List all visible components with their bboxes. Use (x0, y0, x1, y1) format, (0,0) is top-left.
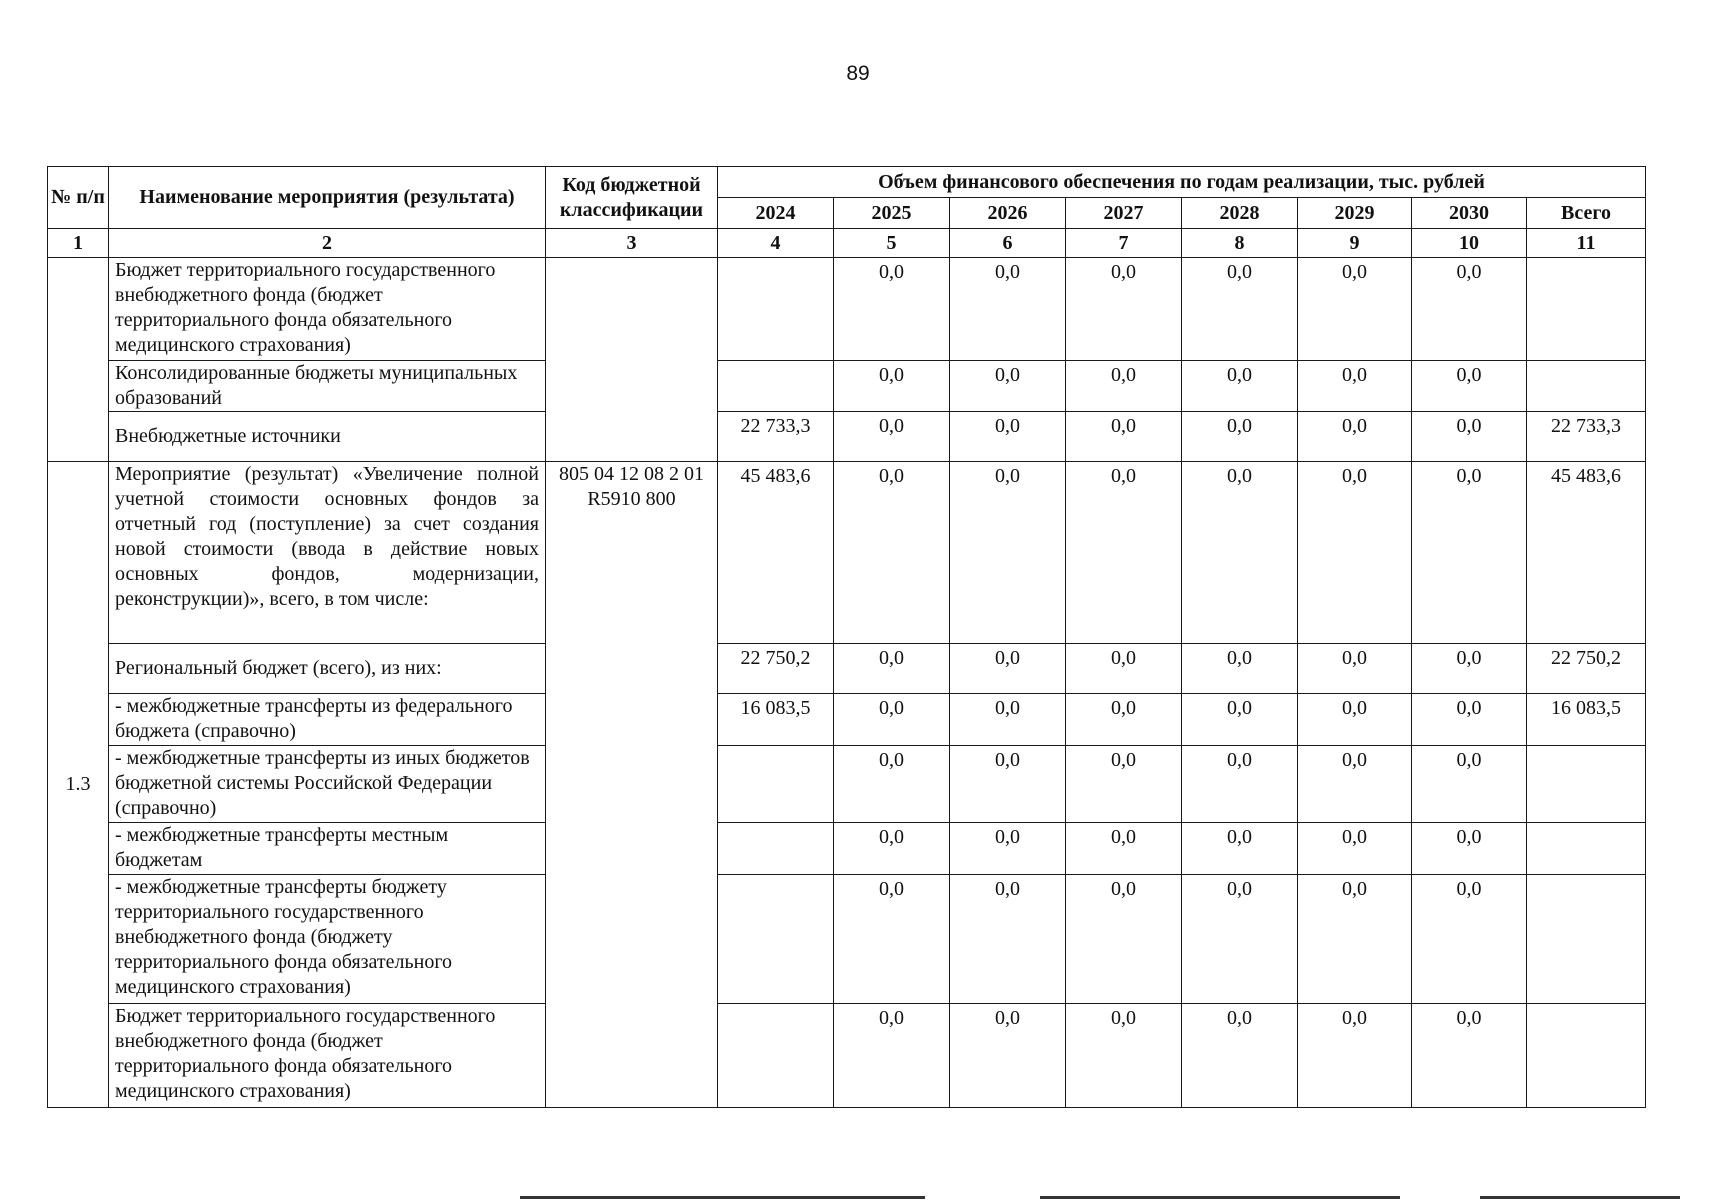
value-cell: 0,0 (834, 412, 950, 462)
value-cell: 0,0 (1182, 462, 1298, 644)
value-cell (1527, 361, 1646, 412)
column-number: 7 (1066, 229, 1182, 258)
table-row (48, 361, 1646, 412)
column-number: 1 (48, 229, 109, 258)
row-name: - межбюджетные трансферты бюджету территориального государственного внебюджетного фонда (бюджету территориального фонда обязательного медицинского страхования) (109, 875, 546, 1004)
value-cell: 0,0 (950, 258, 1066, 361)
value-cell: 0,0 (1182, 361, 1298, 412)
value-cell: 0,0 (834, 258, 950, 361)
table-row (48, 462, 1646, 644)
value-cell: 0,0 (1182, 694, 1298, 746)
row-name: - межбюджетные трансферты из иных бюджетов бюджетной системы Российской Федерации (справочно) (109, 746, 546, 823)
value-cell: 0,0 (1298, 462, 1412, 644)
value-cell: 0,0 (1066, 746, 1182, 823)
value-cell: 0,0 (834, 361, 950, 412)
value-cell: 0,0 (1412, 875, 1527, 1004)
header-year: 2027 (1066, 198, 1182, 229)
value-cell: 16 083,5 (718, 694, 834, 746)
value-cell: 0,0 (1182, 1004, 1298, 1108)
value-cell: 0,0 (1412, 1004, 1527, 1108)
row-name: - межбюджетные трансферты местным бюджетам (109, 823, 546, 875)
value-cell: 0,0 (1298, 823, 1412, 875)
value-cell: 0,0 (1412, 694, 1527, 746)
header-year: 2024 (718, 198, 834, 229)
header-year: 2028 (1182, 198, 1298, 229)
row-name: Бюджет территориального государственного внебюджетного фонда (бюджет территориального фонда обязательного медицинского страхования) (109, 1004, 546, 1108)
header-year: 2025 (834, 198, 950, 229)
header-total: Всего (1527, 198, 1646, 229)
value-cell: 0,0 (1066, 412, 1182, 462)
scan-edge-line (1040, 1196, 1400, 1199)
table-row (48, 644, 1646, 694)
budget-code: 805 04 12 08 2 01 R5910 800 (546, 462, 718, 1108)
value-cell: 0,0 (950, 823, 1066, 875)
table-row (48, 694, 1646, 746)
row-name: Внебюджетные источники (109, 412, 546, 462)
column-number: 10 (1412, 229, 1527, 258)
row-number: 1.3 (48, 462, 109, 1108)
table-row (48, 823, 1646, 875)
column-number: 3 (546, 229, 718, 258)
header-row-1 (48, 167, 1646, 198)
value-cell: 0,0 (1066, 462, 1182, 644)
value-cell (718, 746, 834, 823)
value-cell: 0,0 (1412, 258, 1527, 361)
table-row (48, 746, 1646, 823)
value-cell: 0,0 (950, 694, 1066, 746)
header-name: Наименование мероприятия (результата) (109, 167, 546, 229)
value-cell: 22 733,3 (718, 412, 834, 462)
value-cell: 0,0 (834, 694, 950, 746)
value-cell: 0,0 (834, 462, 950, 644)
value-cell: 22 733,3 (1527, 412, 1646, 462)
value-cell: 0,0 (950, 1004, 1066, 1108)
value-cell: 0,0 (950, 412, 1066, 462)
value-cell: 0,0 (1066, 694, 1182, 746)
value-cell (718, 875, 834, 1004)
value-cell: 22 750,2 (1527, 644, 1646, 694)
value-cell (1527, 746, 1646, 823)
value-cell (1527, 258, 1646, 361)
value-cell: 0,0 (1412, 412, 1527, 462)
value-cell: 0,0 (1412, 644, 1527, 694)
value-cell (718, 1004, 834, 1108)
value-cell: 0,0 (1066, 1004, 1182, 1108)
value-cell: 0,0 (1182, 746, 1298, 823)
row-name: Мероприятие (результат) «Увеличение полной учетной стоимости основных фондов за отчетный год (поступление) за счет создания новой стоимости (ввода в действие новых основных фондов, модернизации, реконструкции)», всего, в том числе: (109, 462, 546, 644)
row-name: Региональный бюджет (всего), из них: (109, 644, 546, 694)
row-name: Бюджет территориального государственного внебюджетного фонда (бюджет территориального фонда обязательного медицинского страхования) (109, 258, 546, 361)
value-cell: 0,0 (1182, 412, 1298, 462)
column-number: 9 (1298, 229, 1412, 258)
value-cell: 0,0 (1066, 875, 1182, 1004)
column-number: 11 (1527, 229, 1646, 258)
value-cell: 0,0 (1066, 258, 1182, 361)
header-year: 2030 (1412, 198, 1527, 229)
value-cell: 45 483,6 (718, 462, 834, 644)
header-year: 2029 (1298, 198, 1412, 229)
header-code: Код бюджетной классификации (546, 167, 718, 229)
value-cell: 0,0 (834, 823, 950, 875)
value-cell: 0,0 (1298, 746, 1412, 823)
value-cell (1527, 875, 1646, 1004)
value-cell: 0,0 (1298, 875, 1412, 1004)
value-cell: 0,0 (950, 462, 1066, 644)
header-year: 2026 (950, 198, 1066, 229)
value-cell (1527, 1004, 1646, 1108)
value-cell (718, 258, 834, 361)
budget-code-cell (546, 258, 718, 462)
header-volume: Объем финансового обеспечения по годам реализации, тыс. рублей (718, 167, 1646, 198)
value-cell: 0,0 (1298, 644, 1412, 694)
row-name: Консолидированные бюджеты муниципальных образований (109, 361, 546, 412)
column-number: 6 (950, 229, 1066, 258)
row-number-cell (48, 258, 109, 462)
value-cell: 0,0 (1066, 823, 1182, 875)
column-number: 2 (109, 229, 546, 258)
value-cell: 0,0 (950, 875, 1066, 1004)
value-cell: 0,0 (1298, 1004, 1412, 1108)
value-cell: 0,0 (1182, 875, 1298, 1004)
row-name: - межбюджетные трансферты из федерального бюджета (справочно) (109, 694, 546, 746)
value-cell: 0,0 (834, 746, 950, 823)
column-number: 4 (718, 229, 834, 258)
value-cell (718, 823, 834, 875)
value-cell: 0,0 (1182, 823, 1298, 875)
value-cell: 0,0 (1412, 746, 1527, 823)
column-number: 5 (834, 229, 950, 258)
value-cell: 0,0 (1298, 258, 1412, 361)
value-cell (1527, 823, 1646, 875)
page-number: 89 (846, 62, 870, 85)
value-cell: 45 483,6 (1527, 462, 1646, 644)
table-row (48, 258, 1646, 361)
scan-edge-line (1480, 1196, 1680, 1199)
value-cell: 0,0 (834, 875, 950, 1004)
value-cell: 0,0 (834, 1004, 950, 1108)
value-cell: 0,0 (1412, 462, 1527, 644)
table-row (48, 875, 1646, 1004)
value-cell: 0,0 (1412, 361, 1527, 412)
value-cell: 0,0 (834, 644, 950, 694)
header-no: № п/п (48, 167, 109, 229)
value-cell: 0,0 (1298, 412, 1412, 462)
value-cell: 0,0 (950, 746, 1066, 823)
table-row (48, 412, 1646, 462)
value-cell: 0,0 (1182, 258, 1298, 361)
value-cell: 0,0 (950, 644, 1066, 694)
value-cell: 0,0 (1066, 644, 1182, 694)
table-row (48, 1004, 1646, 1108)
scan-edge-line (520, 1196, 925, 1199)
value-cell: 0,0 (1182, 644, 1298, 694)
value-cell (718, 361, 834, 412)
financing-table (47, 166, 1646, 1108)
column-number-row (48, 229, 1646, 258)
value-cell: 0,0 (1298, 694, 1412, 746)
column-number: 8 (1182, 229, 1298, 258)
value-cell: 0,0 (950, 361, 1066, 412)
value-cell: 0,0 (1412, 823, 1527, 875)
value-cell: 22 750,2 (718, 644, 834, 694)
value-cell: 0,0 (1066, 361, 1182, 412)
value-cell: 16 083,5 (1527, 694, 1646, 746)
value-cell: 0,0 (1298, 361, 1412, 412)
